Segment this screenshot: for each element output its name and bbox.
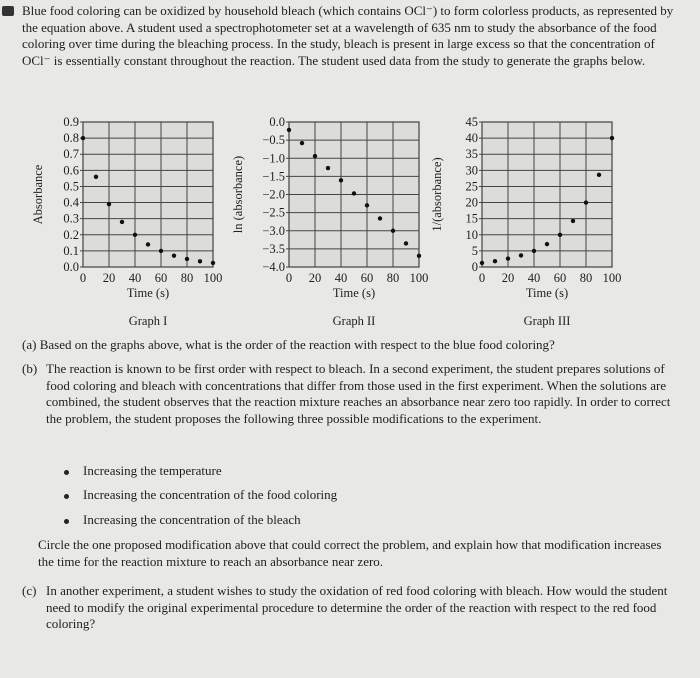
data-point bbox=[81, 136, 85, 140]
list-item bbox=[64, 487, 337, 503]
data-point bbox=[391, 229, 395, 233]
graph-iii bbox=[427, 112, 637, 334]
data-point bbox=[519, 253, 523, 257]
data-point bbox=[94, 175, 98, 179]
x-tick-label: 0 bbox=[285, 271, 293, 285]
y-tick-label: −1.5 bbox=[262, 169, 285, 184]
y-tick-label: 0.7 bbox=[63, 147, 79, 162]
chart-title: Graph I bbox=[128, 314, 168, 328]
y-tick-label: 0.5 bbox=[63, 179, 79, 194]
data-point bbox=[198, 259, 202, 263]
x-tick-label: 100 bbox=[602, 271, 622, 285]
data-point bbox=[480, 261, 484, 265]
list-item-text: Increasing the concentration of the bleach bbox=[83, 512, 301, 527]
bullet-icon bbox=[64, 470, 69, 475]
question-c-label: (c) bbox=[22, 583, 37, 598]
x-axis-label: Time (s) bbox=[332, 286, 376, 300]
data-point bbox=[584, 200, 588, 204]
data-point bbox=[172, 254, 176, 258]
x-tick-label: 20 bbox=[102, 271, 116, 285]
data-point bbox=[597, 173, 601, 177]
circle-instruction: Circle the one proposed modification above that could correct the problem, and explain how that modification increases the time for the reaction mixture to reach an absorbance near zero. bbox=[38, 537, 662, 569]
x-tick-label: 80 bbox=[180, 271, 194, 285]
y-axis-label: Absorbance bbox=[31, 164, 45, 225]
y-tick-label: 0 bbox=[471, 260, 478, 274]
chart-title: Graph II bbox=[332, 314, 376, 328]
data-point bbox=[300, 141, 304, 145]
data-point bbox=[326, 166, 330, 170]
y-tick-label: 0.8 bbox=[63, 131, 79, 146]
y-tick-label: 45 bbox=[465, 115, 478, 129]
x-tick-label: 100 bbox=[203, 271, 223, 285]
y-tick-label: −0.5 bbox=[262, 133, 285, 148]
y-tick-label: 0.9 bbox=[63, 115, 79, 129]
chart-title: Graph III bbox=[523, 314, 571, 328]
list-item-text: Increasing the concentration of the food coloring bbox=[83, 487, 338, 502]
data-point bbox=[365, 203, 369, 207]
data-point bbox=[339, 178, 343, 182]
x-tick-label: 40 bbox=[334, 271, 348, 285]
y-tick-label: 30 bbox=[465, 163, 478, 178]
y-tick-label: 35 bbox=[465, 147, 478, 162]
data-point bbox=[146, 242, 150, 246]
x-axis-label: Time (s) bbox=[126, 286, 170, 300]
data-point bbox=[378, 216, 382, 220]
data-point bbox=[287, 128, 291, 132]
data-point bbox=[493, 259, 497, 263]
question-b-text: The reaction is known to be first order with respect to bleach. In a second experiment, the student prepares solutions of food coloring and bleach with concentrations that differ from those used in the first experiment. When the solutions are combined, the student observes that the reaction mixture reaches an absorbance near zero too rapidly. In order to correct the problem, the student proposes the following three possible modifications to the experiment. bbox=[46, 361, 671, 426]
data-point bbox=[120, 220, 124, 224]
question-b-label: (b) bbox=[22, 361, 38, 376]
data-point bbox=[545, 242, 549, 246]
question-a-text: Based on the graphs above, what is the order of the reaction with respect to the blue food coloring? bbox=[39, 337, 555, 352]
data-point bbox=[610, 136, 614, 140]
graph-ii bbox=[231, 112, 444, 334]
x-tick-label: 0 bbox=[79, 271, 87, 285]
y-axis-label: 1/(absorbance) bbox=[430, 157, 444, 232]
list-item bbox=[64, 512, 301, 528]
bullet-icon bbox=[64, 494, 69, 499]
list-item bbox=[64, 463, 222, 479]
x-tick-label: 20 bbox=[308, 271, 322, 285]
y-tick-label: 5 bbox=[471, 243, 478, 258]
y-tick-label: −1.0 bbox=[262, 151, 285, 166]
data-point bbox=[352, 191, 356, 195]
y-tick-label: 0.3 bbox=[63, 211, 79, 226]
y-tick-label: −3.5 bbox=[262, 241, 285, 256]
data-point bbox=[417, 254, 421, 258]
x-tick-label: 40 bbox=[527, 271, 541, 285]
x-tick-label: 20 bbox=[501, 271, 515, 285]
y-tick-label: 20 bbox=[465, 195, 478, 210]
data-point bbox=[107, 202, 111, 206]
x-tick-label: 100 bbox=[409, 271, 429, 285]
y-tick-label: 0.0 bbox=[63, 260, 79, 274]
y-tick-label: 25 bbox=[465, 179, 478, 194]
y-tick-label: −4.0 bbox=[262, 260, 285, 274]
y-tick-label: 0.4 bbox=[63, 195, 79, 210]
data-point bbox=[506, 256, 510, 260]
x-axis-label: Time (s) bbox=[525, 286, 569, 300]
x-tick-label: 60 bbox=[360, 271, 374, 285]
graph-i bbox=[28, 112, 238, 334]
y-axis-label: ln (absorbance) bbox=[231, 155, 245, 234]
data-point bbox=[211, 261, 215, 265]
y-tick-label: 0.2 bbox=[63, 227, 79, 242]
y-tick-label: −2.5 bbox=[262, 205, 285, 220]
x-tick-label: 80 bbox=[579, 271, 593, 285]
x-tick-label: 60 bbox=[154, 271, 168, 285]
y-tick-label: 40 bbox=[465, 131, 478, 146]
list-item-text: Increasing the temperature bbox=[83, 463, 222, 478]
intro-paragraph: Blue food coloring can be oxidized by household bleach (which contains OCl⁻) to form colorless products, as represented by the equation above. A student used a spectrophotometer set at a wavelength of 635 nm to study the absorbance of the food coloring over time during the bleaching process. In the study, bleach is present in large excess so that the concentration of OCl⁻ is essentially constant throughout the reaction. The student used data from the study to generate the graphs below. bbox=[22, 3, 674, 68]
y-tick-label: −2.0 bbox=[262, 187, 285, 202]
question-c-text: In another experiment, a student wishes to study the oxidation of red food coloring with bleach. How would the student need to modify the original experimental procedure to determine the order of the reaction with respect to the red food coloring? bbox=[46, 583, 668, 632]
question-a-label: (a) bbox=[22, 337, 37, 352]
question-c bbox=[22, 583, 672, 633]
data-point bbox=[571, 219, 575, 223]
data-point bbox=[185, 257, 189, 261]
x-tick-label: 40 bbox=[128, 271, 142, 285]
y-tick-label: 15 bbox=[465, 211, 478, 226]
question-b bbox=[22, 361, 672, 427]
bullet-icon bbox=[64, 519, 69, 524]
y-tick-label: 0.0 bbox=[269, 115, 285, 129]
y-tick-label: 0.6 bbox=[63, 163, 79, 178]
data-point bbox=[558, 233, 562, 237]
x-tick-label: 80 bbox=[386, 271, 400, 285]
y-tick-label: 0.1 bbox=[63, 243, 79, 258]
y-tick-label: 10 bbox=[465, 227, 478, 242]
x-tick-label: 0 bbox=[478, 271, 486, 285]
x-tick-label: 60 bbox=[553, 271, 567, 285]
data-point bbox=[313, 154, 317, 158]
data-point bbox=[532, 249, 536, 253]
data-point bbox=[404, 241, 408, 245]
data-point bbox=[133, 233, 137, 237]
data-point bbox=[159, 249, 163, 253]
question-a bbox=[22, 337, 682, 354]
question-marker-icon bbox=[2, 6, 14, 16]
y-tick-label: −3.0 bbox=[262, 223, 285, 238]
